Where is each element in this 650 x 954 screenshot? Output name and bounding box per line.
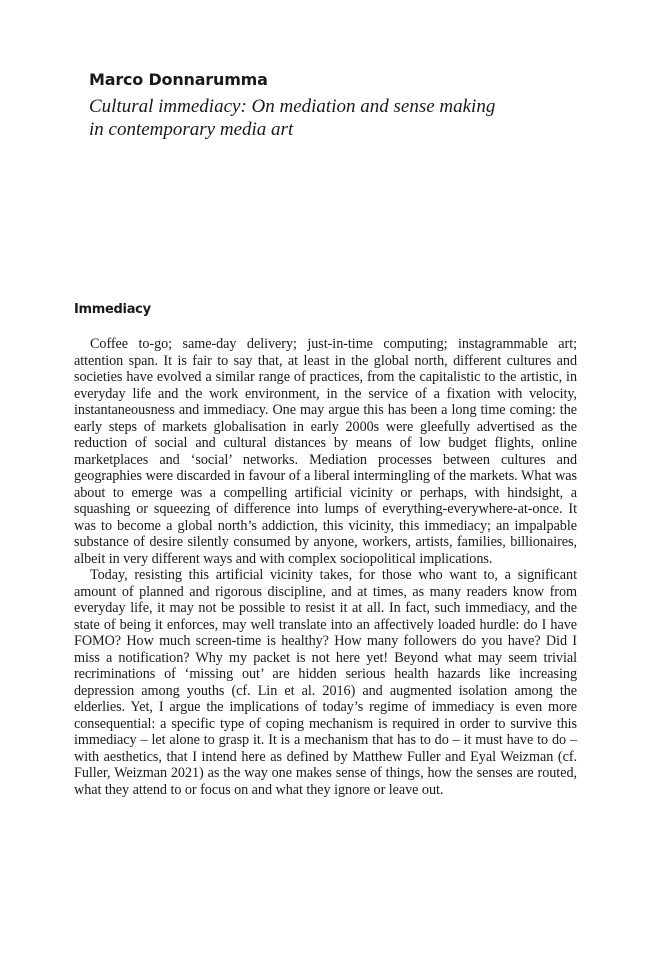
paragraph-1: Coffee to-go; same-day delivery; just-in-time computing; instagrammable art; attention span. It is fair to say that, at least in the global north, different cultures and societies have evolved a similar range of practices, from the capitalistic to the artistic, in everyday life and the work environment, in the service of a fixation with velocity, instantaneousness and immediacy. One may argue this has been a long time coming: the early steps of markets globalisation in early 2000s were gleefully advertised as the reduction of social and cultural distances by means of low budget flights, online marketplaces and ‘social’ networks. Mediation processes between cultures and geographies were discarded in favour of a liberal intermingling of the markets. What was about to emerge was a compelling artificial vicinity or perhaps, with hindsight, a squashing or squeezing of difference into lumps of everything-everywhere-at-once. It was to become a global north’s addiction, this vicinity, this immediacy; an impalpable substance of desire silently consumed by anyone, workers, artists, families, billionaires, albeit in very different ways and with complex sociopolitical implications.	[74, 336, 577, 567]
chapter-title	[89, 95, 569, 141]
chapter-title-line-2: in contemporary media art	[89, 119, 294, 140]
paragraph-2: Today, resisting this artificial vicinity takes, for those who want to, a significant amount of planned and rigorous discipline, and at times, as many readers know from everyday life, it may not be possible to resist it at all. In fact, such immediacy, and the state of being it enforces, may well translate into an affectively loaded hurdle: do I have FOMO? How much screen-time is healthy? How many followers do you have? Did I miss a notification? Why my packet is not here yet! Beyond what may seem trivial recriminations of ‘missing out’ are hidden serious health hazards like increasing depression among youths (cf. Lin et al. 2016) and augmented isolation among the elderlies. Yet, I argue the implications of today’s regime of immediacy is even more consequential: a specific type of coping mechanism is required in order to survive this immediacy – let alone to grasp it. It is a mechanism that has to do – it must have to do – with aesthetics, that I intend here as defined by Matthew Fuller and Eyal Weizman (cf. Fuller, Weizman 2021) as the way one makes sense of things, how the senses are routed, what they attend to or focus on and what they ignore or leave out.	[74, 567, 577, 798]
chapter-title-line-1: Cultural immediacy: On mediation and sense making	[89, 96, 496, 117]
section-heading: Immediacy	[74, 302, 151, 317]
author-name: Marco Donnarumma	[89, 70, 268, 89]
body-text	[74, 336, 577, 798]
